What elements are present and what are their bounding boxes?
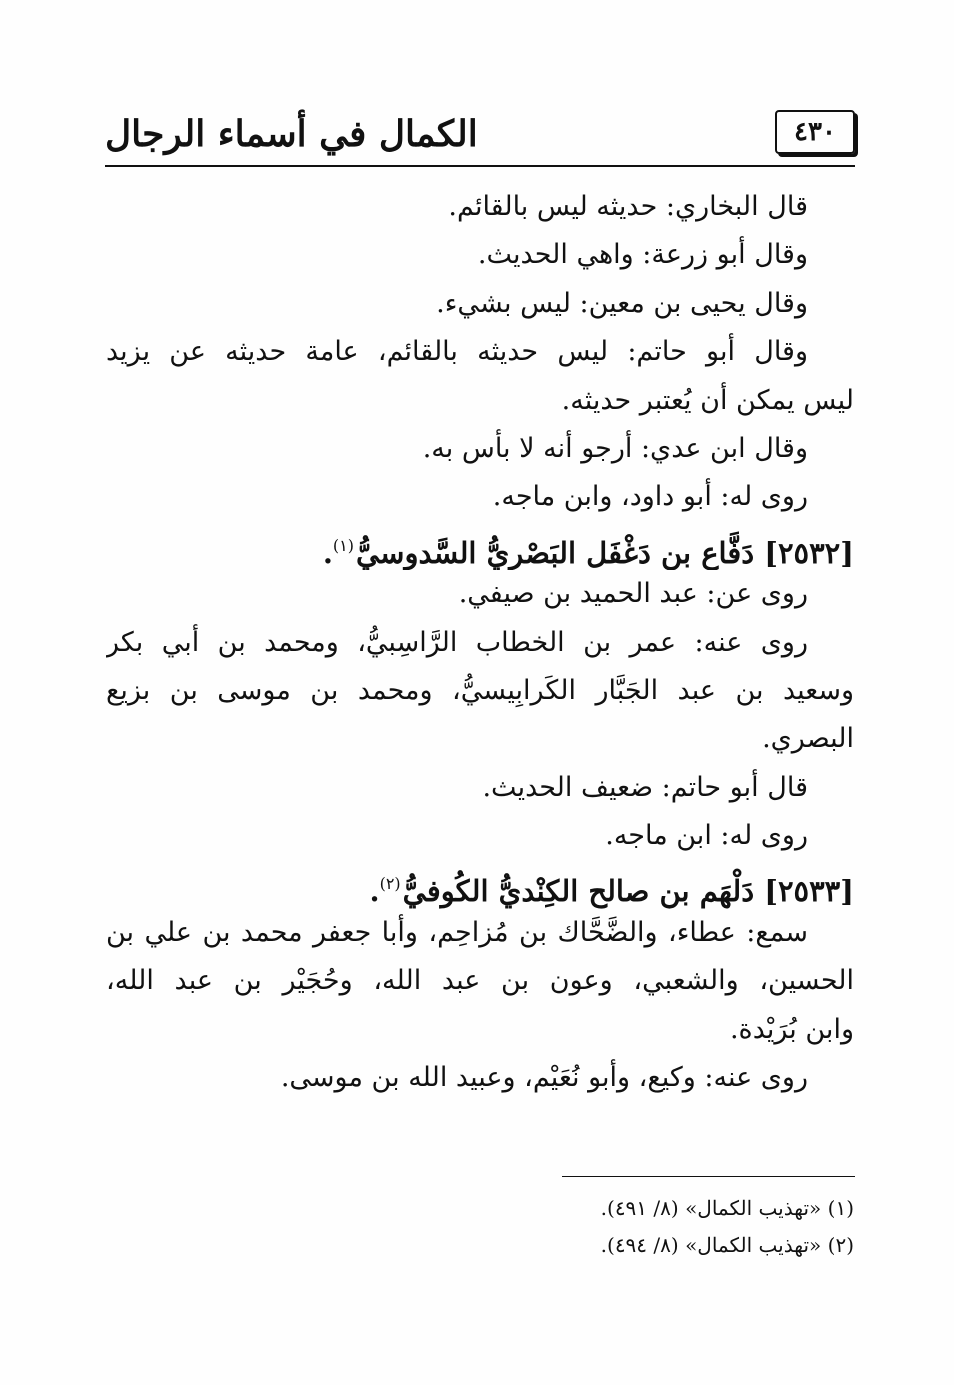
- footnote-2: (٢) «تهذيب الكمال» (٨/ ٤٩٤).: [600, 1233, 854, 1257]
- entry-heading-2533: [106, 860, 854, 908]
- text-line: روى عنه: وكيع، وأبو نُعَيْم، وعبيد الله بن موسى.: [280, 1062, 808, 1094]
- entry-heading-end: .: [369, 874, 380, 909]
- entry-heading-2532: [106, 522, 854, 570]
- text-line: وقال ابن عدي: أرجو أنه لا بأس به.: [422, 432, 808, 464]
- text-line: وسعيد بن عبد الجَبَّار الكَرابِيسيُّ، ومحمد بن موسى بن بزيع: [106, 674, 854, 706]
- footnote-ref-2: (٢): [379, 874, 401, 894]
- page-header: [105, 108, 855, 166]
- main-text: [106, 183, 854, 1102]
- text-line: وقال أبو زرعة: واهي الحديث.: [477, 239, 808, 271]
- footnotes: [106, 1190, 854, 1264]
- entry-heading-text: [٢٥٣٣] دَلْهَم بن صالح الكِنْديُّ الكُوفيُّ: [402, 874, 854, 909]
- footnote-1: (١) «تهذيب الكمال» (٨/ ٤٩١).: [600, 1196, 854, 1220]
- entry-heading-end: .: [322, 535, 333, 570]
- footnote-separator: [562, 1176, 855, 1177]
- text-line: وقال يحيى بن معين: ليس بشيء.: [436, 287, 808, 319]
- text-line: روى عنه: عمر بن الخطاب الرَّاسِبيُّ، ومحمد بن أبي بكر: [106, 626, 808, 658]
- text-line: ليس يمكن أن يُعتبر حديثه.: [561, 384, 854, 416]
- running-head-title: الكمال في أسماء الرجال: [105, 113, 478, 155]
- text-line: وابن بُرَيْدة.: [729, 1013, 854, 1045]
- text-line: البصري.: [762, 723, 854, 755]
- entry-heading-text: [٢٥٣٢] دَفَّاع بن دَغْفَل البَصْريُّ السَّدوسيُّ: [356, 535, 854, 570]
- text-line: قال البخاري: حديثه ليس بالقائم.: [448, 191, 808, 222]
- text-line: روى عن: عبد الحميد بن صيفي.: [458, 578, 808, 610]
- text-line: الحسين، والشعبي، وعون بن عبد الله، وحُجَيْر بن عبد الله،: [106, 965, 854, 997]
- text-line: سمع: عطاء، والضَّحَّاك بن مُزاحِم، وأبا جعفر محمد بن علي بن: [106, 916, 808, 948]
- footnote-ref-1: (١): [332, 535, 355, 555]
- header-rule: [105, 165, 855, 167]
- page-number: ٤٣٠: [775, 110, 855, 154]
- text-line: وقال أبو حاتم: ليس حديثه بالقائم، عامة حديثه عن يزيد: [106, 336, 808, 368]
- text-line: روى له: ابن ماجه.: [605, 820, 808, 852]
- text-line: قال أبو حاتم: ضعيف الحديث.: [482, 771, 808, 803]
- text-line: روى له: أبو داود، وابن ماجه.: [492, 481, 808, 513]
